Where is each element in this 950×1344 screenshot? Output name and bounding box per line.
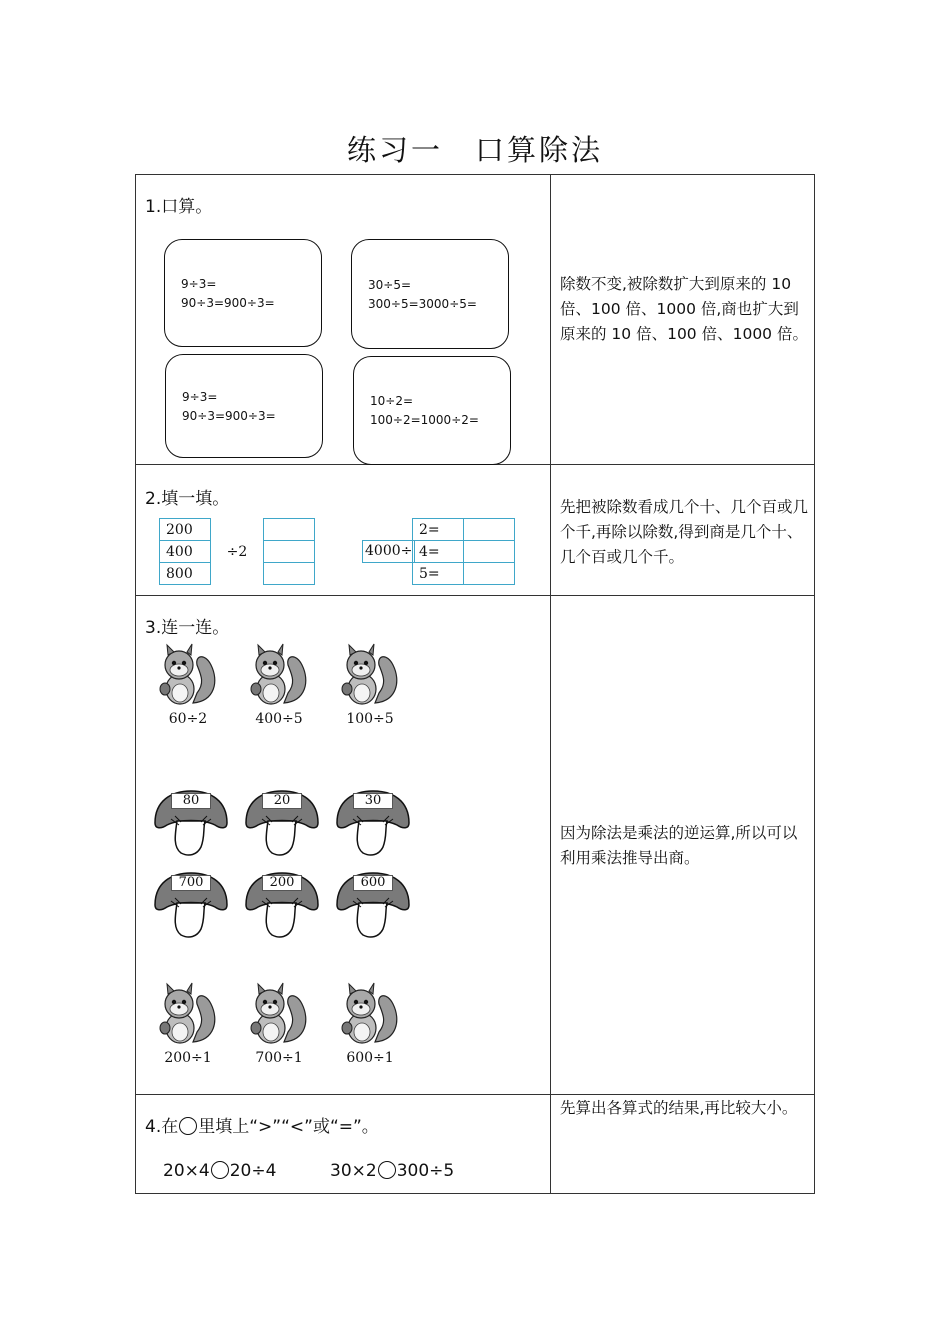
- squirrel-icon: [335, 643, 405, 711]
- quotient-label: 30: [353, 793, 393, 809]
- compare-right: 300÷5: [396, 1161, 455, 1181]
- squirrel-card[interactable]: [335, 643, 405, 738]
- fill-grid-right: [412, 518, 515, 585]
- division-expression: 60÷2: [168, 711, 208, 727]
- divisor-cell: 5=: [413, 563, 464, 585]
- calc-box: [351, 239, 509, 349]
- grid-value: 200: [160, 519, 211, 541]
- q4-label-post: 里填上“>”“<”或“=”。: [198, 1117, 379, 1137]
- answer-circle[interactable]: [378, 1161, 396, 1179]
- q3-label: 3.连一连。: [145, 618, 230, 638]
- q2-note: 先把被除数看成几个十、几个百或几个千,再除以除数,得到商是几个十、几个百或几个千。: [560, 498, 809, 566]
- divisor-cell: 4=: [413, 541, 464, 563]
- row-divider: [136, 1094, 814, 1095]
- page-title: 练习一 口算除法: [346, 133, 603, 167]
- squirrel-icon: [153, 643, 223, 711]
- grid-value: 400: [160, 541, 211, 563]
- calc-line: 90÷3=900÷3=: [182, 409, 276, 423]
- squirrel-icon: [244, 982, 314, 1050]
- q3-note: 因为除法是乘法的逆运算,所以可以利用乘法推导出商。: [560, 824, 798, 867]
- division-expression: 100÷5: [346, 711, 394, 727]
- grid-operator: ÷2: [226, 543, 248, 560]
- answer-cell[interactable]: [264, 519, 315, 541]
- calc-line: 9÷3=: [182, 390, 218, 404]
- quotient-label: 80: [171, 793, 211, 809]
- quotient-label: 700: [171, 875, 211, 891]
- calc-line: 90÷3=900÷3=: [181, 296, 275, 310]
- squirrel-card[interactable]: [153, 643, 223, 738]
- column-divider: [550, 175, 551, 1193]
- q4-label: [145, 1112, 379, 1137]
- compare-left: 20×4: [163, 1161, 210, 1181]
- divisor-cell: 2=: [413, 519, 464, 541]
- calc-line: 300÷5=3000÷5=: [368, 297, 477, 311]
- quotient-label: 600: [353, 875, 393, 891]
- q1-note: 除数不变,被除数扩大到原来的 10 倍、100 倍、1000 倍,商也扩大到原来的 10 倍、100 倍、1000 倍。: [560, 275, 808, 343]
- quotient-label: 200: [262, 875, 302, 891]
- division-expression: 400÷5: [255, 711, 303, 727]
- calc-line: 100÷2=1000÷2=: [370, 413, 479, 427]
- circle-icon: [179, 1117, 197, 1135]
- mushroom-card[interactable]: [242, 789, 322, 859]
- q2-label: 2.填一填。: [145, 489, 230, 509]
- answer-cell[interactable]: [464, 563, 515, 585]
- answer-circle[interactable]: [211, 1161, 229, 1179]
- squirrel-card[interactable]: [335, 982, 405, 1077]
- answer-cell[interactable]: [464, 519, 515, 541]
- compare-right: 20÷4: [229, 1161, 277, 1181]
- division-expression: 700÷1: [255, 1050, 303, 1066]
- squirrel-card[interactable]: [244, 643, 314, 738]
- calc-box: [164, 239, 322, 347]
- calc-box: [353, 356, 511, 465]
- compare-left: 30×2: [330, 1161, 377, 1181]
- q1-label: 1.口算。: [145, 197, 213, 217]
- squirrel-card[interactable]: [244, 982, 314, 1077]
- answer-cell[interactable]: [464, 541, 515, 563]
- division-expression: 200÷1: [164, 1050, 212, 1066]
- q4-label-pre: 4.在: [145, 1117, 179, 1137]
- squirrel-icon: [335, 982, 405, 1050]
- squirrel-icon: [244, 643, 314, 711]
- calc-box: [165, 354, 323, 458]
- mushroom-card[interactable]: [333, 871, 413, 941]
- mushroom-card[interactable]: [151, 871, 231, 941]
- compare-item: [330, 1161, 454, 1181]
- calc-line: 30÷5=: [368, 278, 412, 292]
- mushroom-card[interactable]: [333, 789, 413, 859]
- exercise-table: [135, 174, 815, 1194]
- squirrel-card[interactable]: [153, 982, 223, 1077]
- mushroom-card[interactable]: [151, 789, 231, 859]
- row-divider: [136, 595, 814, 596]
- quotient-label: 20: [262, 793, 302, 809]
- division-expression: 600÷1: [346, 1050, 394, 1066]
- compare-item: [163, 1161, 276, 1181]
- dividend-label: 4000÷: [362, 540, 415, 563]
- fill-grid-left: [159, 518, 315, 585]
- answer-cell[interactable]: [264, 541, 315, 563]
- calc-line: 9÷3=: [181, 277, 217, 291]
- grid-value: 800: [160, 563, 211, 585]
- answer-cell[interactable]: [264, 563, 315, 585]
- mushroom-card[interactable]: [242, 871, 322, 941]
- squirrel-icon: [153, 982, 223, 1050]
- calc-line: 10÷2=: [370, 394, 414, 408]
- q4-note: 先算出各算式的结果,再比较大小。: [560, 1099, 798, 1117]
